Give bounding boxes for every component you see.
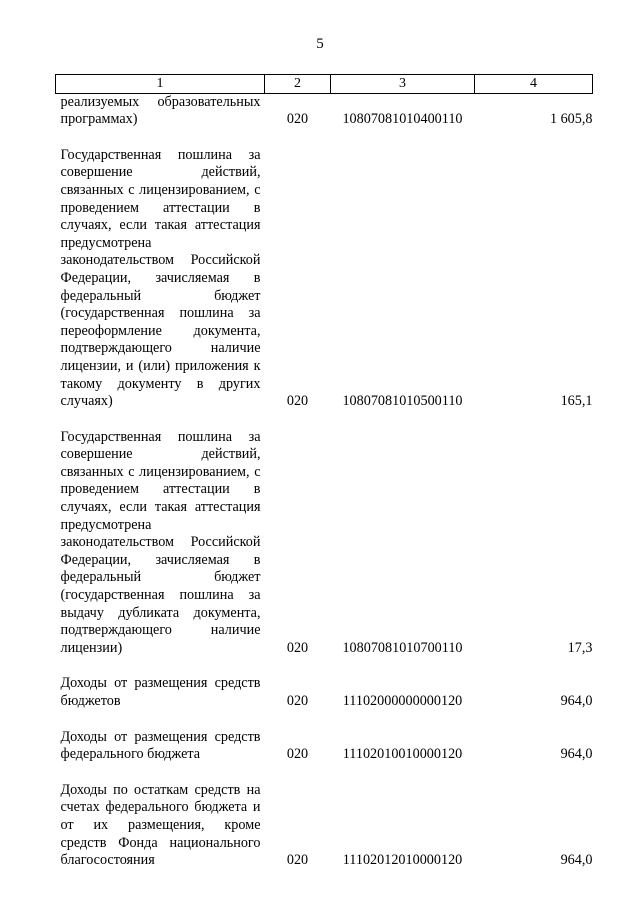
row-description: реализуемых образовательных программах) xyxy=(60,93,261,128)
row-description: Доходы по остаткам средств на счетах федерального бюджета и от их размещения, кроме средств Фонда национального благосостояния xyxy=(60,781,261,869)
row-description: Государственная пошлина за совершение действий, связанных с лицензированием, с проведением аттестации в случаях, если такая аттестация предусмотрена законодательством Российской Федерации, зачисляемая в федеральный бюджет (государственная пошлина за переоформление документа, подтверждающего наличие лицензии, и (или) приложения к такому документу в других случаях) xyxy=(60,146,261,410)
row-budget-code: 10807081010400110 xyxy=(342,111,463,128)
row-budget-code: 10807081010500110 xyxy=(342,393,463,410)
row-amount: 964,0 xyxy=(560,852,593,869)
row-amount: 1 605,8 xyxy=(549,111,593,128)
row-description: Государственная пошлина за совершение действий, связанных с лицензированием, с проведением аттестации в случаях, если такая аттестация предусмотрена законодательством Российской Федерации, зачисляемая в федеральный бюджет (государственная пошлина за выдачу дубликата документа, подтверждающего наличие лицензии) xyxy=(60,428,261,656)
row-budget-code: 10807081010700110 xyxy=(342,639,463,656)
row-budget-code: 11102000000000120 xyxy=(342,693,463,709)
column-header-4: 4 xyxy=(475,75,593,94)
row-code: 020 xyxy=(286,111,309,128)
row-code: 020 xyxy=(286,693,309,709)
column-header-2: 2 xyxy=(265,75,331,94)
row-description: Доходы от размещения средств бюджетов xyxy=(60,675,261,709)
revenue-table xyxy=(55,74,593,870)
table-row xyxy=(56,782,593,870)
row-amount: 964,0 xyxy=(560,746,593,763)
column-header-3: 3 xyxy=(331,75,475,94)
row-amount: 964,0 xyxy=(560,693,593,709)
table-row xyxy=(56,729,593,764)
row-code: 020 xyxy=(286,746,309,763)
table-row xyxy=(56,429,593,658)
row-budget-code: 11102012010000120 xyxy=(342,852,463,869)
row-description: Доходы от размещения средств федерального бюджета xyxy=(60,728,261,763)
row-amount: 17,3 xyxy=(567,639,593,656)
table-row xyxy=(56,147,593,411)
row-amount: 165,1 xyxy=(560,393,593,410)
page-number: 5 xyxy=(316,36,324,52)
table-row xyxy=(56,675,593,710)
row-code: 020 xyxy=(286,393,309,410)
table-header xyxy=(56,75,593,94)
row-code: 020 xyxy=(286,852,309,869)
row-code: 020 xyxy=(286,639,309,656)
row-budget-code: 11102010010000120 xyxy=(342,746,463,763)
column-header-1: 1 xyxy=(56,75,265,94)
table-row xyxy=(56,93,593,129)
